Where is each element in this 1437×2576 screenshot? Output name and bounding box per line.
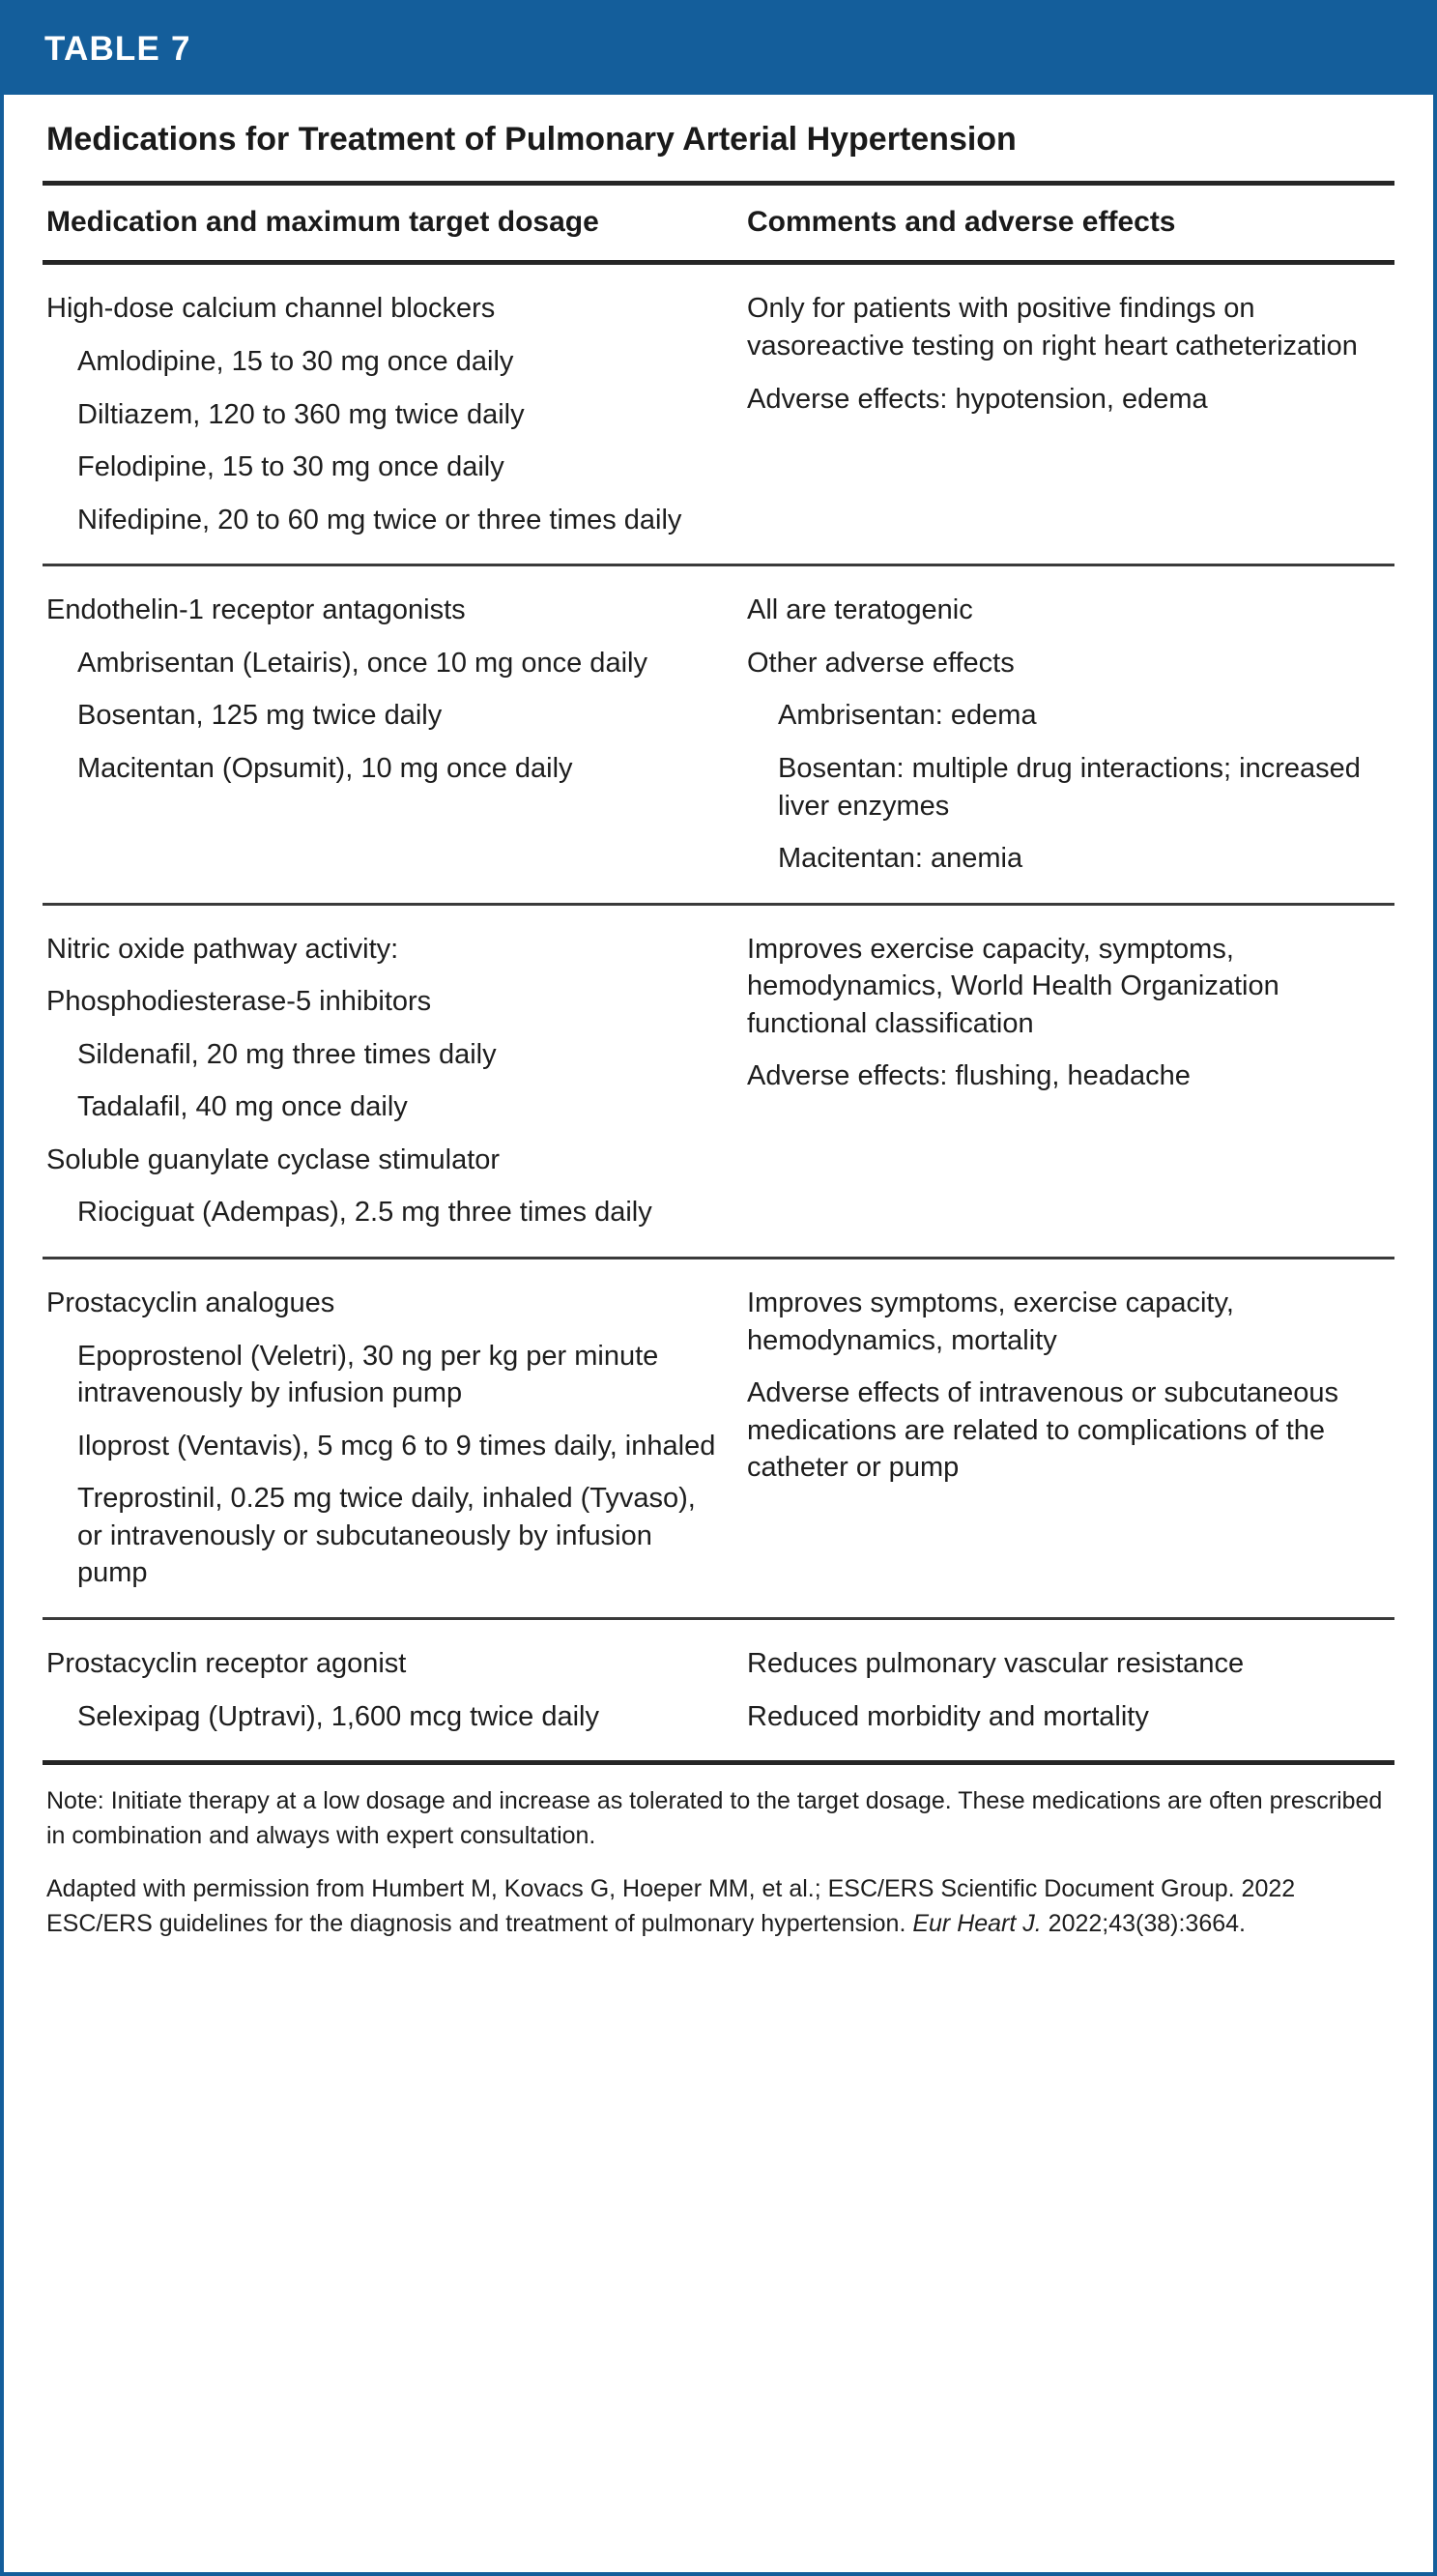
table-banner xyxy=(4,4,1433,95)
table-item: Reduced morbidity and mortality xyxy=(747,1700,1149,1732)
table-subitem: Selexipag (Uptravi), 1,600 mcg twice daily xyxy=(77,1700,599,1732)
table-item: Adverse effects: hypotension, edema xyxy=(747,383,1208,415)
cell-medication xyxy=(46,1285,747,1592)
table-subitem: Bosentan, 125 mg twice daily xyxy=(77,700,443,732)
table-subitem: Nifedipine, 20 to 60 mg twice or three times daily xyxy=(77,504,682,535)
cell-comments xyxy=(747,290,1391,538)
table-row xyxy=(4,1259,1433,1617)
table-row xyxy=(4,906,1433,1257)
table-item: Soluble guanylate cyclase stimulator xyxy=(46,1143,501,1175)
table-subitem: Ambrisentan: edema xyxy=(778,700,1037,732)
table-number-label: TABLE 7 xyxy=(44,30,191,68)
table-item: Adverse effects: flushing, headache xyxy=(747,1060,1191,1092)
table-item: Only for patients with positive findings on vasoreactive testing on right heart catheterization xyxy=(747,293,1358,362)
column-header-comments: Comments and adverse effects xyxy=(747,206,1176,239)
cell-comments xyxy=(747,1285,1391,1592)
table-title-row xyxy=(4,95,1433,181)
table-header-row xyxy=(4,186,1433,260)
table-subitem: Iloprost (Ventavis), 5 mcg 6 to 9 times daily, inhaled xyxy=(77,1430,716,1462)
table-item: Prostacyclin receptor agonist xyxy=(46,1647,407,1679)
table-item: Endothelin-1 receptor antagonists xyxy=(46,594,466,626)
cell-medication xyxy=(46,931,747,1231)
table-subitem: Epoprostenol (Veletri), 30 ng per kg per minute intravenously by infusion pump xyxy=(77,1340,659,1409)
table-subitem: Bosentan: multiple drug interactions; increased liver enzymes xyxy=(778,752,1361,822)
table-item: Improves symptoms, exercise capacity, hemodynamics, mortality xyxy=(747,1288,1234,1356)
column-header-medication: Medication and maximum target dosage xyxy=(46,206,599,239)
table-row xyxy=(4,1620,1433,1760)
table-item: Improves exercise capacity, symptoms, hemodynamics, World Health Organization functional classification xyxy=(747,933,1279,1039)
footnote-source xyxy=(46,1872,1391,1941)
footnotes xyxy=(4,1765,1433,1954)
cell-comments xyxy=(747,1645,1391,1735)
table-subitem: Tadalafil, 40 mg once daily xyxy=(77,1091,408,1123)
table-row xyxy=(4,566,1433,902)
table-item: Nitric oxide pathway activity: xyxy=(46,933,399,965)
table-subitem: Treprostinil, 0.25 mg twice daily, inhaled (Tyvaso), or intravenously or subcutaneously by infusion pump xyxy=(77,1483,696,1589)
table-subitem: Amlodipine, 15 to 30 mg once daily xyxy=(77,346,514,378)
cell-medication xyxy=(46,290,747,538)
table-item: High-dose calcium channel blockers xyxy=(46,293,496,325)
table-subitem: Sildenafil, 20 mg three times daily xyxy=(77,1038,497,1070)
table-subitem: Diltiazem, 120 to 360 mg twice daily xyxy=(77,398,525,430)
cell-medication xyxy=(46,1645,747,1735)
table-item: All are teratogenic xyxy=(747,594,973,626)
footnote-source-pre: Adapted with permission from Humbert M, Kovacs G, Hoeper MM, et al.; ESC/ERS Scientific Document Group. 2022 ESC/ERS guidelines for the diagnosis and treatment of pulmonary hypertension. xyxy=(46,1875,1296,1937)
table-subitem: Macitentan (Opsumit), 10 mg once daily xyxy=(77,752,573,784)
page-title: Medications for Treatment of Pulmonary Arterial Hypertension xyxy=(46,121,1017,158)
cell-medication xyxy=(46,592,747,877)
footnote-note: Note: Initiate therapy at a low dosage and increase as tolerated to the target dosage. These medications are often prescribed in combination and always with expert consultation. xyxy=(46,1787,1383,1849)
cell-comments xyxy=(747,931,1391,1231)
table-item: Phosphodiesterase-5 inhibitors xyxy=(46,986,432,1018)
table-subitem: Macitentan: anemia xyxy=(778,843,1023,875)
table-item: Adverse effects of intravenous or subcutaneous medications are related to complications of the catheter or pump xyxy=(747,1377,1339,1484)
table-item: Reduces pulmonary vascular resistance xyxy=(747,1647,1245,1679)
table-subitem: Ambrisentan (Letairis), once 10 mg once daily xyxy=(77,647,647,679)
table-subitem: Riociguat (Adempas), 2.5 mg three times daily xyxy=(77,1197,652,1229)
footnote-journal-name: Eur Heart J. xyxy=(912,1909,1042,1937)
cell-comments xyxy=(747,592,1391,877)
table-body xyxy=(4,265,1433,1760)
table-row xyxy=(4,265,1433,564)
table-subitem: Felodipine, 15 to 30 mg once daily xyxy=(77,451,504,483)
bottom-spacer xyxy=(4,1954,1433,2572)
table-item: Other adverse effects xyxy=(747,647,1015,679)
table-item: Prostacyclin analogues xyxy=(46,1288,335,1319)
footnote-source-post: 2022;43(38):3664. xyxy=(1041,1909,1246,1937)
